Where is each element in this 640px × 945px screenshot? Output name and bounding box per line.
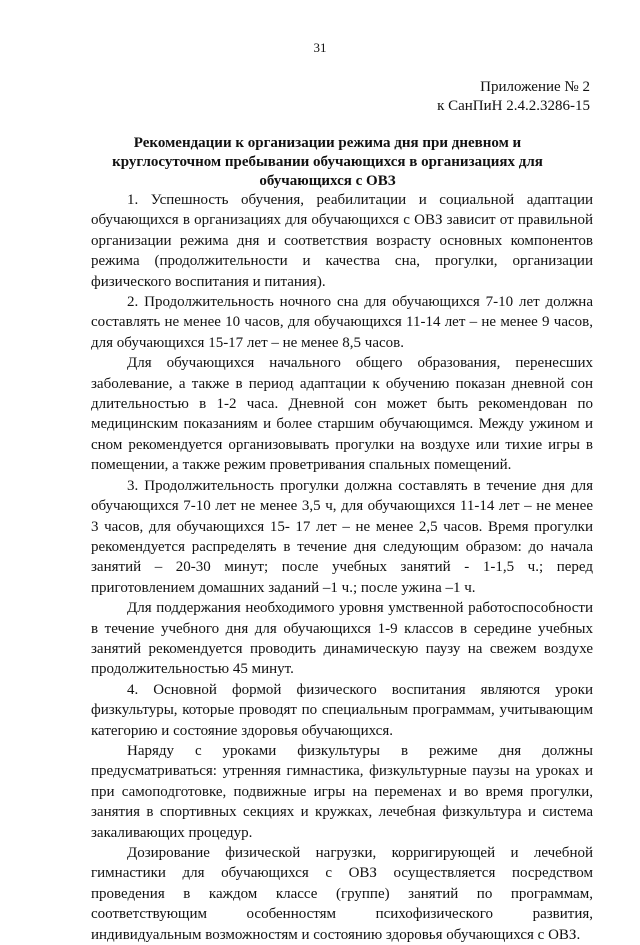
document-body <box>91 190 593 945</box>
paragraph: 3. Продолжительность прогулки должна составлять в течение дня для обучающихся 7-10 лет не менее 3,5 ч, для обучающихся 11-14 лет – не менее 3 часов, для обучающихся 15- 17 лет – не менее 2,5 часов. Время прогулки рекомендуется распределять в течение дня следующим образом: до начала занятий – 20-30 минут; после учебных занятий - 1-1,5 ч.; перед приготовлением домашних заданий –1 ч.; после ужина –1 ч. <box>91 477 593 596</box>
paragraph: Для поддержания необходимого уровня умственной работоспособности в течение учебного дня для обучающихся 1-9 классов в середине учебных занятий рекомендуется проводить динамическую паузу на свежем воздухе продолжительностью 45 минут. <box>91 600 593 678</box>
paragraph: 4. Основной формой физического воспитания являются уроки физкультуры, которые проводят по специальным программам, учитывающим категорию и состояние здоровья обучающихся. <box>91 681 593 739</box>
appendix-header <box>437 78 590 116</box>
page-number: 31 <box>313 40 327 55</box>
paragraph: 2. Продолжительность ночного сна для обучающихся 7-10 лет должна составлять не менее 10 часов, для обучающихся 11-14 лет – не менее 9 часов, для обучающихся 15-17 лет – не менее 8,5 часов. <box>91 294 593 351</box>
paragraph: Дозирование физической нагрузки, корригирующей и лечебной гимнастики для обучающихся с ОВЗ осуществляется посредством проведения в каждом классе (группе) занятий по программам, соответствующим особенностям психофизического развития, индивидуальным возможностям и состоянию здоровья обучающихся с ОВЗ. <box>91 845 593 943</box>
paragraph: Для обучающихся начального общего образования, перенесших заболевание, а также в период адаптации к обучению показан дневной сон длительностью в 1-2 часа. Дневной сон может быть рекомендован по медицинским показаниям и более старшим обучающимся. Между ужином и сном рекомендуется организовывать прогулки на воздухе или тихие игры в помещении, а также режим проветривания спальных помещений. <box>91 355 593 474</box>
paragraph: 1. Успешность обучения, реабилитации и социальной адаптации обучающихся в организациях для обучающихся с ОВЗ зависит от правильной организации режима дня и соответствия возрасту основных компонентов режима (продолжительности и качества сна, прогулки, организации физического воспитания и питания). <box>91 192 593 290</box>
paragraph: Наряду с уроками физкультуры в режиме дня должны предусматриваться: утренняя гимнастика, физкультурные паузы на уроках и при самоподготовке, подвижные игры на переменах и во время прогулки, занятия в спортивных секциях и кружках, лечебная физкультура и система закаливающих процедур. <box>91 742 593 841</box>
appendix-line-2: к СанПиН 2.4.2.3286-15 <box>437 98 590 114</box>
appendix-line-1: Приложение № 2 <box>480 79 590 95</box>
document-title: Рекомендации к организации режима дня при дневном и круглосуточном пребывании обучающихся в организациях для обучающихся с ОВЗ <box>112 135 543 189</box>
